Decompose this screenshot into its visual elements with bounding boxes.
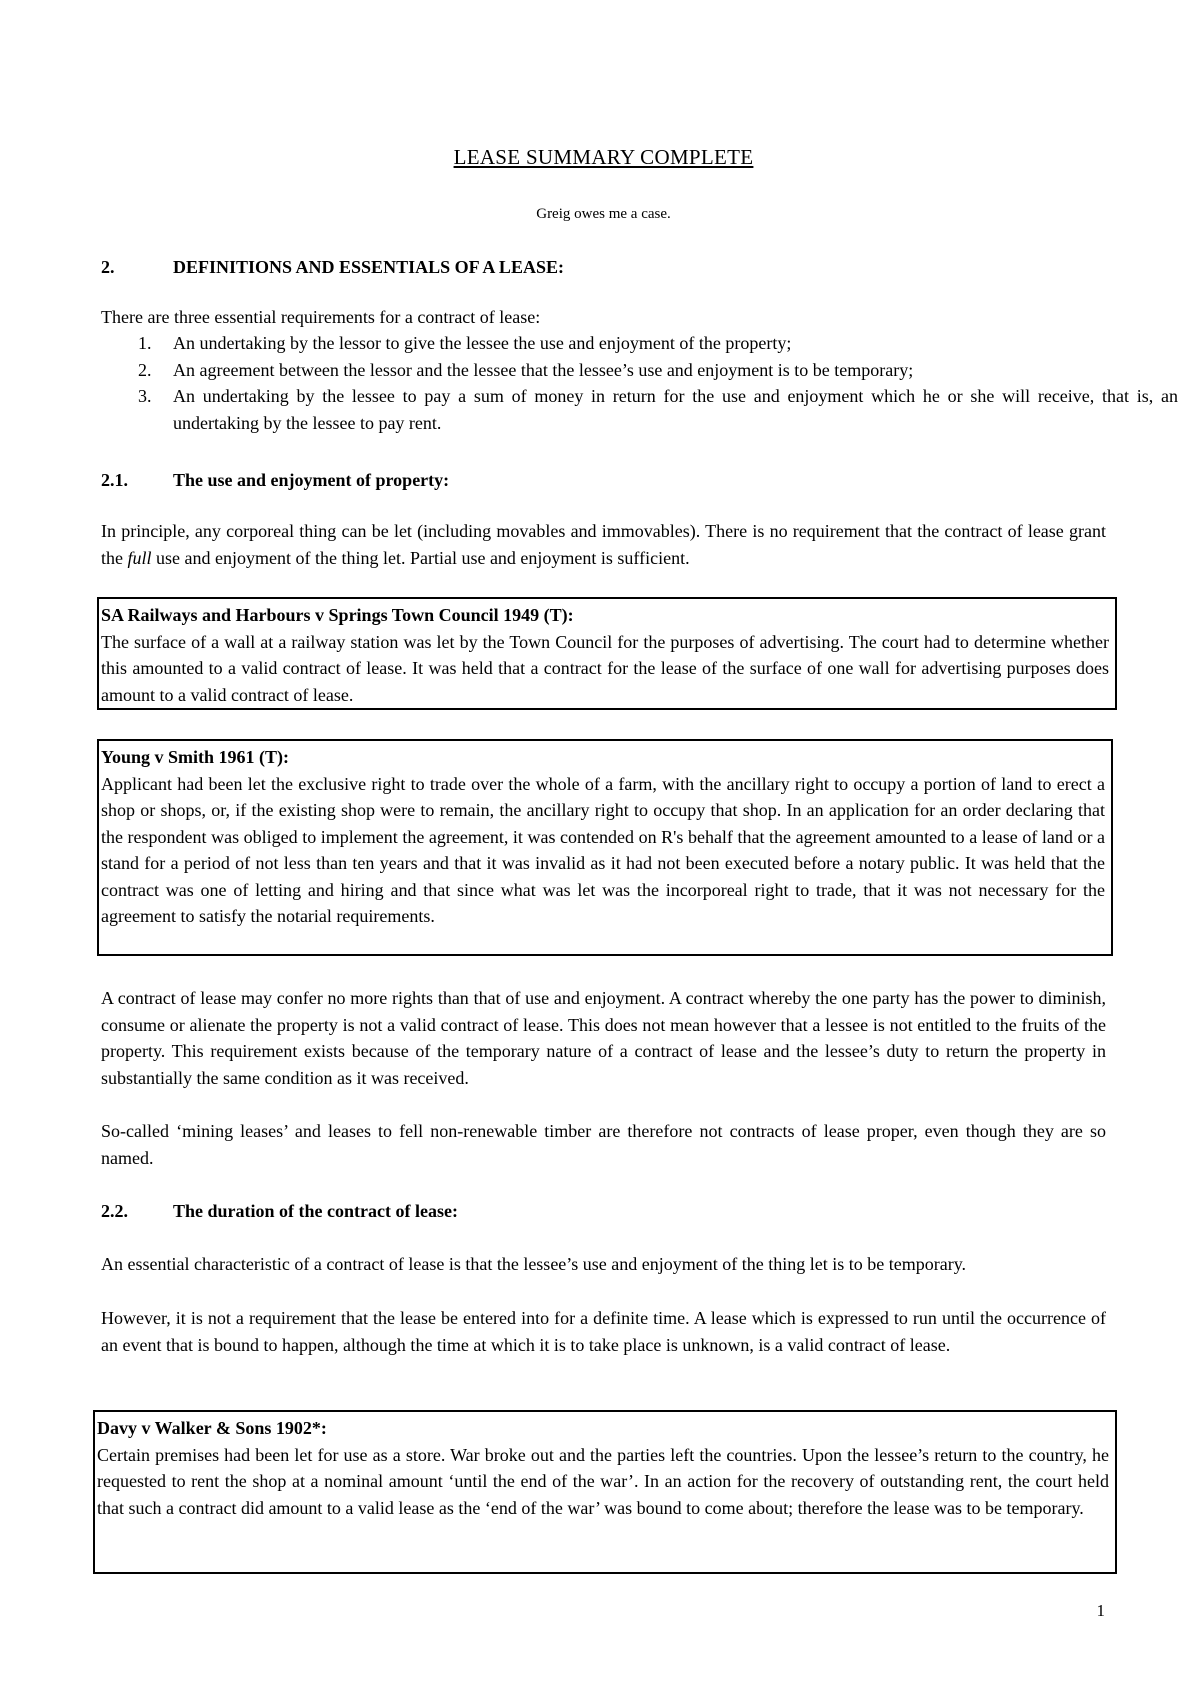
document-subtitle: Greig owes me a case. [536,206,671,222]
list-item [138,357,1178,384]
case-box-davy-v-walker [93,1410,1117,1574]
section-title: DEFINITIONS AND ESSENTIALS OF A LEASE: [173,257,564,277]
case-title: Young v Smith 1961 (T): [101,747,290,767]
section-2-1-paragraph-2: A contract of lease may confer no more rights than that of use and enjoyment. A contract whereby the one party has the power to diminish, consume or alienate the property is not a valid contract of lease. This does not mean however that a lessee is not entitled to the fruits of the property. This requirement exists because of the temporary nature of a contract of lease and the lessee’s duty to return the property in substantially the same condition as it was received. [101,988,1106,1088]
case-text: The surface of a wall at a railway station was let by the Town Council for the purposes of advertising. The court had to determine whether this amounted to a valid contract of lease. It was held that a contract for the lease of the surface of one wall for advertising purposes does amount to a valid contract of lease. [101,631,1109,705]
case-title: Davy v Walker & Sons 1902*: [97,1418,327,1438]
section-2-1-heading [101,467,449,494]
section-number: 2. [101,257,115,277]
list-text: An agreement between the lessor and the lessee that the lessee’s use and enjoyment is to be temporary; [173,359,914,380]
section-number: 2.2. [101,1201,128,1221]
section-2-intro: There are three essential requirements for a contract of lease: [101,307,541,327]
case-text: Applicant had been let the exclusive right to trade over the whole of a farm, with the ancillary right to occupy a portion of land to erect a shop or shops, or, if the existing shop were to remain, the ancillary right to occupy that shop. In an application for an order declaring that the respondent was obliged to implement the agreement, it was contended on R's behalf that the agreement amounted to a lease of land or a stand for a period of not less than ten years and that it was invalid as it had not been executed before a notary public. It was held that the contract was one of letting and hiring and that since what was let was the incorporeal right to trade, that it was not necessary for the agreement to satisfy the notarial requirements. [101,773,1105,926]
section-title: The duration of the contract of lease: [173,1201,458,1221]
case-box-young-v-smith [97,739,1113,956]
emphasis-text: full [127,547,152,568]
case-text: Certain premises had been let for use as a store. War broke out and the parties left the countries. Upon the lessee’s return to the country, he requested to rent the shop at a nominal amount ‘until the end of the war’. In an action for the recovery of outstanding rent, the court held that such a contract did amount to a valid lease as the ‘end of the war’ was bound to come about; therefore the lease was to be temporary. [97,1444,1109,1518]
paragraph-text: use and enjoyment of the thing let. Partial use and enjoyment is sufficient. [151,547,690,568]
list-number: 1. [138,333,152,353]
page-number: 1 [1096,1601,1105,1620]
case-title: SA Railways and Harbours v Springs Town Council 1949 (T): [101,605,574,625]
section-2-2-heading [101,1198,458,1225]
list-item [138,383,1178,436]
section-2-heading [101,254,564,281]
section-title: The use and enjoyment of property: [173,470,450,490]
section-2-1-paragraph-1 [101,518,1106,571]
section-number: 2.1. [101,470,128,490]
list-number: 2. [138,359,152,380]
section-2-2-paragraph-1: An essential characteristic of a contract of lease is that the lessee’s use and enjoyment of the thing let is to be temporary. [101,1254,967,1274]
section-2-2-paragraph-2: However, it is not a requirement that the lease be entered into for a definite time. A lease which is expressed to run until the occurrence of an event that is bound to happen, although the time at which it is to take place is unknown, is a valid contract of lease. [101,1308,1106,1355]
list-text: An undertaking by the lessor to give the lessee the use and enjoyment of the property; [173,333,792,353]
list-text: An undertaking by the lessee to pay a sum of money in return for the use and enjoyment which he or she will receive, that is, an undertaking by the lessee to pay rent. [173,386,1178,433]
list-item [138,330,1178,357]
paragraph-text: In principle, any corporeal thing can be let (including movables and immovables). There is no requirement that the contract of lease grant the [101,521,1106,568]
section-2-1-paragraph-3: So-called ‘mining leases’ and leases to fell non-renewable timber are therefore not contracts of lease proper, even though they are so named. [101,1121,1106,1168]
list-number: 3. [138,386,152,406]
requirements-list [101,330,1178,436]
document-title: LEASE SUMMARY COMPLETE [453,145,754,169]
case-box-sa-railways [97,597,1117,710]
